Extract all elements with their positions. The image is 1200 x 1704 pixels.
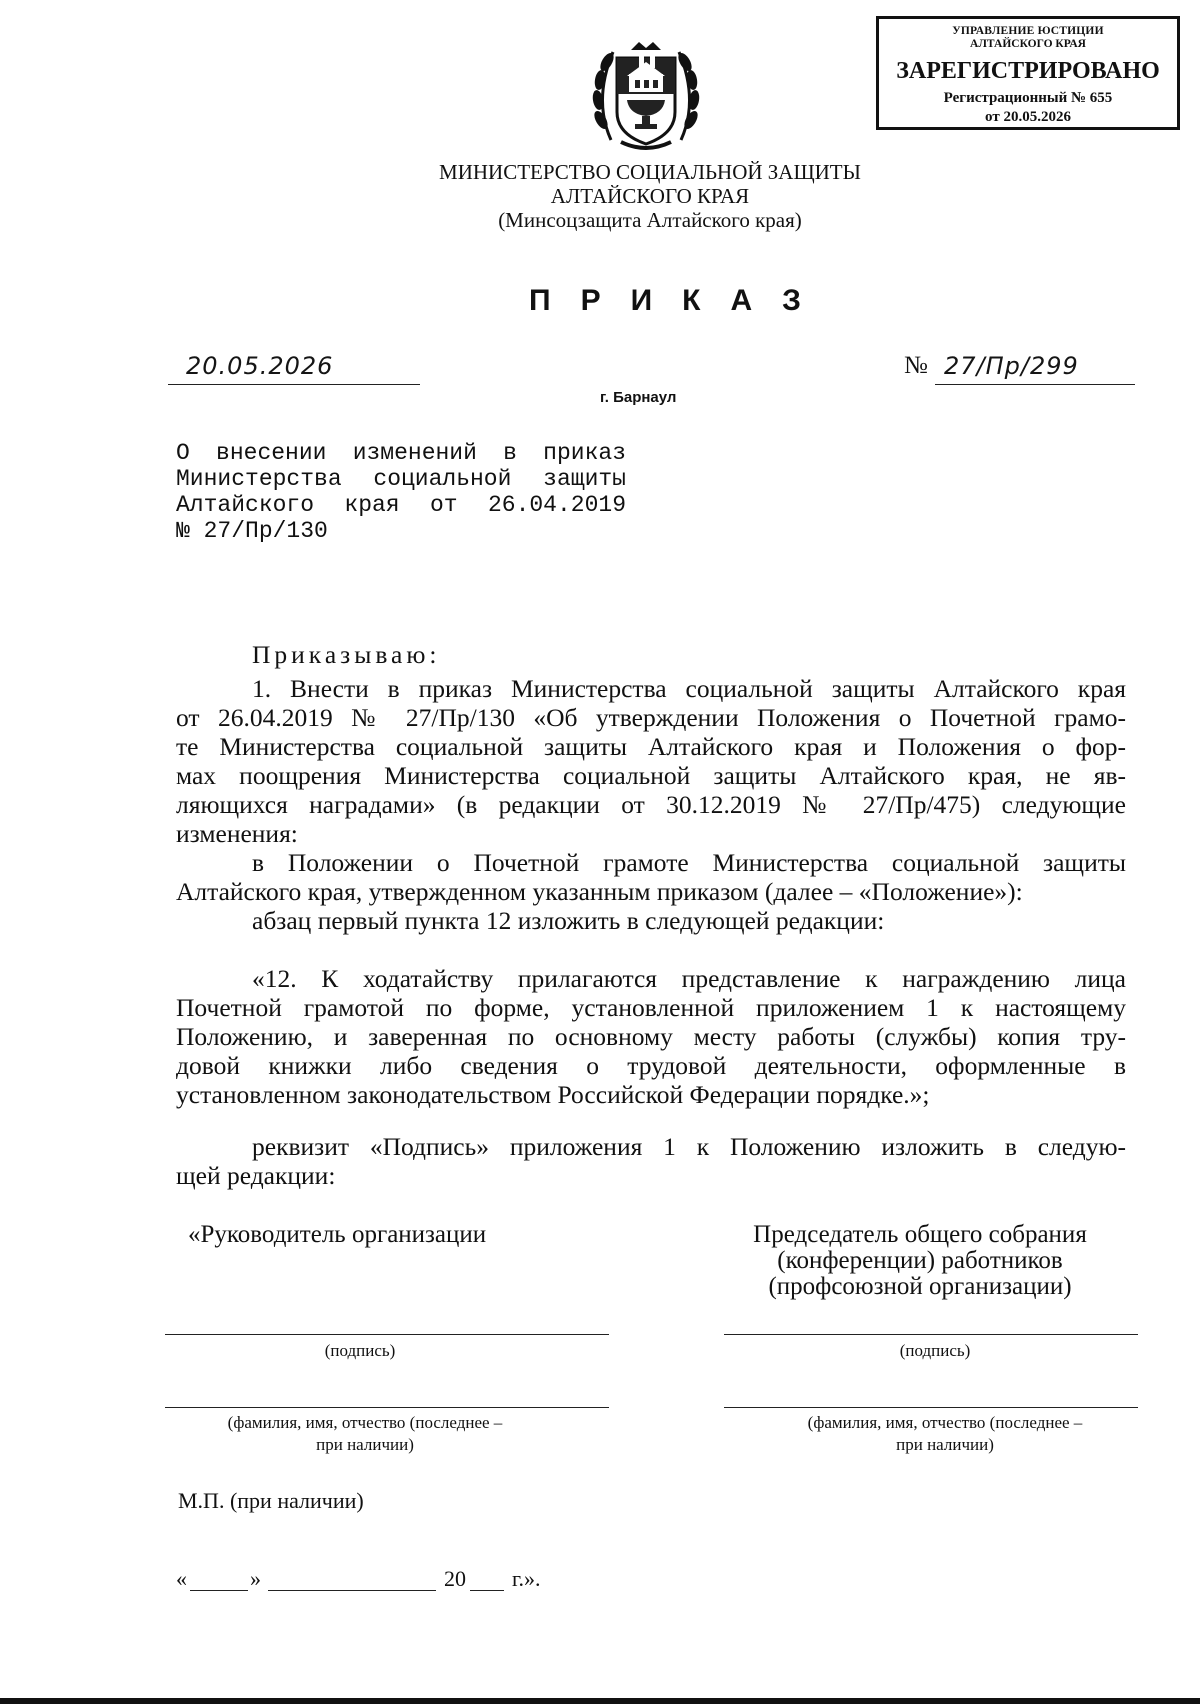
paragraph-line: Почетной грамотой по форме, установленной приложением 1 к настоящему [176,993,1126,1022]
city-name: г. Барнаул [600,389,677,406]
paragraph-line: изменения: [176,819,298,848]
paragraph-5 [176,1132,1126,1190]
document-type-title: ПРИКАЗ [529,284,831,317]
signature-right-title-line: (конференции) работников [777,1247,1063,1274]
number-underline [935,384,1135,385]
ministry-short-name: (Минсоцзащита Алтайского края) [498,208,802,232]
right-signature-label: (подпись) [899,1341,971,1360]
subject-line: № 27/Пр/130 [176,518,328,544]
paragraph-line: «12. К ходатайству прилагаются представление к награждению лица [252,964,1126,993]
date-underline [168,384,420,385]
date-open-quote: « [176,1566,187,1591]
year-blank-line [470,1590,504,1591]
scan-bottom-edge [0,1698,1200,1704]
order-word: Приказываю: [252,640,441,669]
right-fio-label [760,1412,1130,1456]
month-blank-line [268,1590,436,1591]
left-fio-label [165,1412,565,1456]
subject-line: О внесении изменений в приказ [176,440,626,466]
number-label: № [904,352,928,379]
paragraph-3: абзац первый пункта 12 изложить в следующей редакции: [252,906,885,935]
subject-line: Алтайского края от 26.04.2019 [176,492,626,518]
year-suffix: г.». [512,1566,541,1591]
seal-placeholder: М.П. (при наличии) [178,1488,364,1513]
registration-stamp [876,16,1180,130]
coat-of-arms-icon [591,30,701,156]
signature-right-title [700,1222,1140,1300]
paragraph-2 [176,848,1126,906]
paragraph-line: щей редакции: [176,1161,336,1190]
document-subject [176,440,626,544]
year-prefix: 20 [444,1566,466,1591]
left-signature-line [165,1334,609,1335]
ministry-name-line2: АЛТАЙСКОГО КРАЯ [550,184,750,208]
stamp-title: ЗАРЕГИСТРИРОВАНО [896,58,1160,84]
fio-label-line: при наличии) [896,1435,994,1454]
paragraph-line: Алтайского края, утвержденном указанным приказом (далее – «Положение»): [176,877,1023,906]
paragraph-4 [176,964,1126,1109]
left-fio-line [165,1407,609,1408]
signature-right-title-line: (профсоюзной организации) [768,1273,1072,1300]
paragraph-line: установленном законодательством Российской Федерации порядке.»; [176,1080,930,1109]
paragraph-line: Положению, и заверенная по основному месту работы (службы) копия тру- [176,1022,1126,1051]
handwritten-date: 20.05.2026 [186,352,334,380]
paragraph-line: мах поощрения Министерства социальной защиты Алтайского края, не яв- [176,761,1126,790]
stamp-date: от 20.05.2026 [985,109,1071,125]
paragraph-line: от 26.04.2019 № 27/Пр/130 «Об утверждении Положения о Почетной грамо- [176,703,1126,732]
handwritten-number: 27/Пр/299 [944,352,1079,380]
right-signature-line [724,1334,1138,1335]
date-close-quote: » [250,1566,261,1591]
ministry-name-line1: МИНИСТЕРСТВО СОЦИАЛЬНОЙ ЗАЩИТЫ [439,160,861,184]
paragraph-line: те Министерства социальной защиты Алтайского края и Положения о фор- [176,732,1126,761]
signature-left-title: «Руководитель организации [188,1221,487,1248]
fio-label-line: при наличии) [316,1435,414,1454]
stamp-authority-line2: АЛТАЙСКОГО КРАЯ [970,38,1086,50]
paragraph-1 [176,674,1126,848]
signature-right-title-line: Председатель общего собрания [753,1221,1087,1248]
paragraph-line: в Положении о Почетной грамоте Министерства социальной защиты [252,848,1126,877]
paragraph-line: довой книжки либо сведения о трудовой деятельности, оформленные в [176,1051,1126,1080]
subject-line: Министерства социальной защиты [176,466,626,492]
stamp-authority-line1: УПРАВЛЕНИЕ ЮСТИЦИИ [952,25,1104,37]
paragraph-line: ляющихся наградами» (в редакции от 30.12.2019 № 27/Пр/475) следующие [176,790,1126,819]
stamp-registration-number: Регистрационный № 655 [943,90,1113,106]
right-fio-line [724,1407,1138,1408]
paragraph-line: 1. Внести в приказ Министерства социальной защиты Алтайского края [252,674,1126,703]
day-blank-line [190,1590,248,1591]
paragraph-line: реквизит «Подпись» приложения 1 к Положению изложить в следую- [252,1132,1126,1161]
fio-label-line: (фамилия, имя, отчество (последнее – [227,1413,503,1432]
left-signature-label: (подпись) [324,1341,396,1360]
fio-label-line: (фамилия, имя, отчество (последнее – [807,1413,1083,1432]
